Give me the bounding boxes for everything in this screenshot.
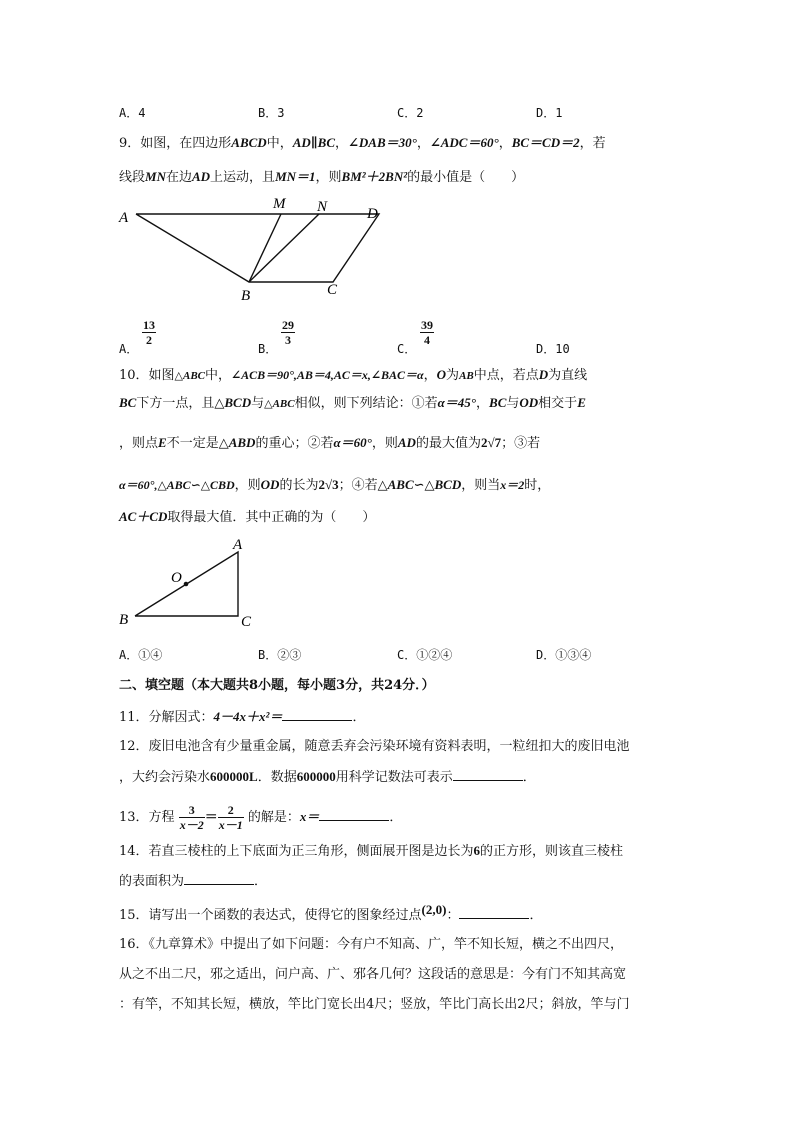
- q10-text: ，: [476, 396, 490, 411]
- q10-math: BC: [119, 395, 137, 410]
- q13-math: x＝: [299, 809, 320, 824]
- q9-label-d: D: [367, 206, 378, 222]
- q9-text: ，若: [579, 136, 606, 151]
- q10-text: 为直线: [548, 368, 588, 383]
- q10-math: OD: [519, 395, 539, 410]
- q10-math: △ABD: [218, 435, 256, 450]
- q13-num-2: 2: [218, 803, 244, 818]
- q10-text: 与: [506, 396, 520, 411]
- q8-option-b: B．3: [258, 106, 285, 120]
- q10-option-d: D．①③④: [536, 648, 592, 662]
- q14-answer-blank[interactable]: [184, 872, 254, 885]
- q10-math: AC＋CD: [119, 509, 168, 524]
- q9-line-1: [119, 134, 606, 153]
- q9-label-n: N: [317, 199, 328, 215]
- q12-math: 600000: [296, 769, 336, 784]
- q10-text: ；③若: [501, 436, 541, 451]
- q14-text: 的正方形，则该直三棱柱: [480, 844, 624, 859]
- q10-text: 的最大值为: [415, 436, 481, 451]
- q9-text: ，: [498, 136, 512, 151]
- q10-math: ∠ACB＝90°,AB＝4,AC＝x,∠BAC＝α: [231, 368, 424, 382]
- q9-math: AD∥BC: [292, 135, 335, 150]
- q10-line-5: [119, 508, 375, 527]
- q9-math: BM²＋2BN²: [341, 169, 408, 184]
- q10-text: 取得最大值．其中正确的为（ ）: [167, 510, 376, 525]
- q9-segment-bn: [249, 214, 319, 282]
- q11-text: ．: [352, 710, 366, 725]
- q10-text: ，则: [234, 478, 261, 493]
- q9-option-c-den: 4: [424, 333, 430, 347]
- q10-math: AD: [397, 435, 416, 450]
- q10-math: D: [538, 367, 549, 382]
- q9-option-b-num: 29: [282, 318, 294, 332]
- q9-text: ，: [335, 136, 349, 151]
- q10-math: △ABC∽△BCD: [377, 477, 462, 492]
- q10-text: 中点，若点: [473, 368, 539, 383]
- q9-line-2: [119, 168, 524, 187]
- q10-text: 10．如图: [119, 368, 175, 383]
- q10-line-2: [119, 394, 586, 413]
- q16-line-3: ：有竿，不知其长短，横放，竿比门宽长出4尺；竖放，竿比门高长出2尺；斜放，竿与门: [119, 997, 630, 1012]
- q8-option-c: C．2: [397, 106, 424, 120]
- q15-text: 15．请写出一个函数的表达式，使得它的图象经过点: [119, 908, 422, 923]
- q13-text: 13．方程: [119, 810, 175, 825]
- q9-text: 在边: [165, 170, 192, 185]
- q13-num-1: 3: [179, 803, 205, 818]
- q9-label-a: A: [119, 210, 129, 226]
- q9-option-b-label: B．: [258, 342, 278, 356]
- q10-line-3: [119, 434, 540, 453]
- q9-option-a-num: 13: [143, 318, 155, 332]
- q10-label-b: B: [119, 612, 129, 628]
- q15-answer-blank[interactable]: [459, 906, 529, 919]
- q13-den-2: x－1: [218, 818, 243, 832]
- q9-text: 上运动，且: [210, 170, 276, 185]
- q10-math: 2√3: [318, 477, 339, 492]
- q11-answer-blank[interactable]: [282, 708, 352, 721]
- q10-math: x＝2: [500, 478, 525, 492]
- q9-text: 线段: [119, 170, 146, 185]
- q10-math: α＝60°: [333, 435, 372, 450]
- q10-math: O: [436, 367, 447, 382]
- q9-label-b: B: [241, 288, 251, 304]
- q13-fraction-1: [179, 803, 205, 832]
- q10-math: E: [158, 435, 167, 450]
- q12-text: ，大约会污染水: [119, 770, 211, 785]
- q10-text: 的重心；②若: [255, 436, 334, 451]
- q10-label-o: O: [171, 570, 182, 586]
- section-title: 二、填空题（本大题共8小题，每小题3分，共24分．）: [119, 678, 435, 693]
- q12-line-2: [119, 768, 536, 787]
- q10-text: ，: [423, 368, 437, 383]
- q8-option-d: D．1: [536, 106, 563, 120]
- q14-text: 14．若直三棱柱的上下底面为正三角形，侧面展开图是边长为: [119, 844, 474, 859]
- q10-label-a: A: [233, 537, 243, 553]
- q9-math: MN＝1: [275, 169, 316, 184]
- q9-math: ABCD: [231, 135, 267, 150]
- q10-math: △ABC: [264, 398, 295, 410]
- q9-math: BC＝CD＝2: [511, 135, 580, 150]
- q10-line-4: [119, 476, 550, 495]
- q9-quadrilateral: [136, 214, 379, 282]
- q9-label-c: C: [327, 282, 338, 298]
- q9-option-d: D．10: [536, 342, 570, 356]
- q11-line: [119, 708, 365, 727]
- q9-option-b-den: 3: [285, 333, 291, 347]
- q12-line-1: 12．废旧电池含有少量重金属，随意丢弃会污染环境有资料表明，一粒纽扣大的废旧电池: [119, 739, 630, 754]
- q9-math: MN: [145, 169, 166, 184]
- q10-option-b: B．②③: [258, 648, 302, 662]
- q9-text: 的最小值是（ ）: [407, 170, 525, 185]
- q13-line: [119, 798, 402, 837]
- q9-text: ，则: [315, 170, 342, 185]
- q14-line-1: [119, 842, 623, 861]
- q9-segment-bm: [249, 214, 281, 282]
- q16-line-1: 16．《九章算术》中提出了如下问题：今有户不知高、广，竿不知长短，横之不出四尺，: [119, 937, 624, 952]
- q15-text: ：: [446, 908, 460, 923]
- q11-math: 4－4x＋x²＝: [213, 709, 283, 724]
- q9-text: 9．如图，在四边形: [119, 136, 232, 151]
- q13-equals: ＝: [204, 809, 218, 824]
- q9-math: ∠ADC＝60°: [429, 135, 499, 150]
- q10-text: ，则当: [461, 478, 501, 493]
- q9-label-m: M: [273, 196, 286, 212]
- q9-math: ∠DAB＝30°: [348, 135, 417, 150]
- q10-math: E: [577, 395, 586, 410]
- q10-text: 中，: [205, 368, 232, 383]
- q16-line-2: 从之不出二尺，邪之适出，问户高、广、邪各几何？这段话的意思是：今有门不知其高宽: [119, 967, 627, 982]
- q13-den-1: x－2: [179, 818, 204, 832]
- q12-math: 600000L: [210, 769, 258, 784]
- q13-text: 的解是：: [243, 810, 300, 825]
- q12-text: ．数据: [257, 770, 297, 785]
- q10-math: BC: [489, 395, 507, 410]
- q10-line-1: [119, 366, 587, 385]
- q9-option-b-fraction: [281, 318, 295, 347]
- q10-math: △ABC: [174, 370, 206, 382]
- q13-fraction-2: [218, 803, 244, 832]
- q9-math: AD: [191, 169, 211, 184]
- q10-math: △BCD: [214, 395, 252, 410]
- q10-figure: [112, 534, 262, 632]
- q10-option-a: A．①④: [119, 648, 163, 662]
- q9-option-c-fraction: [420, 318, 434, 347]
- q10-point-o: [184, 582, 189, 587]
- q9-text: 中，: [266, 136, 293, 151]
- q10-label-c: C: [241, 614, 252, 630]
- q12-text: ．: [522, 770, 536, 785]
- q10-text: ，则点: [119, 436, 159, 451]
- q10-option-c: C．①②④: [397, 648, 453, 662]
- q9-text: ，: [416, 136, 430, 151]
- q13-text: ．: [389, 810, 403, 825]
- q9-option-a-den: 2: [146, 333, 152, 347]
- q10-text: 相似，则下列结论：①若: [294, 396, 438, 411]
- q10-text: 不一定是: [166, 436, 219, 451]
- q10-text: 与: [251, 396, 265, 411]
- q10-math: OD: [260, 477, 280, 492]
- q9-option-a-fraction: [142, 318, 156, 347]
- q12-text: 用科学记数法可表示: [335, 770, 453, 785]
- q9-option-c-num: 39: [421, 318, 433, 332]
- q10-math: AB: [459, 370, 474, 382]
- q10-math: α＝45°: [437, 395, 477, 410]
- q14-text: ．: [254, 874, 268, 889]
- q9-option-c-label: C．: [397, 342, 417, 356]
- q10-text: 为: [446, 368, 460, 383]
- q14-line-2: [119, 872, 267, 891]
- q8-option-a: A．4: [119, 106, 146, 120]
- q10-math: α＝60°,△ABC∽△CBD: [119, 478, 235, 492]
- q10-math: 2√7: [480, 435, 502, 450]
- q9-option-a-label: A．: [119, 342, 139, 356]
- q13-answer-blank[interactable]: [319, 808, 389, 821]
- q12-answer-blank[interactable]: [453, 768, 523, 781]
- q14-text: 的表面积为: [119, 874, 185, 889]
- q10-text: 时，: [524, 478, 551, 493]
- q10-text: 下方一点，且: [136, 396, 215, 411]
- q10-text: ；④若: [338, 478, 378, 493]
- q10-text: 的长为: [279, 478, 319, 493]
- q10-text: 相交于: [538, 396, 578, 411]
- q14-math: 6: [473, 843, 481, 858]
- q15-line: [119, 902, 543, 925]
- q11-text: 11．分解因式：: [119, 710, 214, 725]
- q15-math: (2,0): [421, 902, 447, 917]
- q10-text: ，则: [371, 436, 398, 451]
- q15-text: ．: [529, 908, 543, 923]
- q9-figure: [112, 192, 392, 310]
